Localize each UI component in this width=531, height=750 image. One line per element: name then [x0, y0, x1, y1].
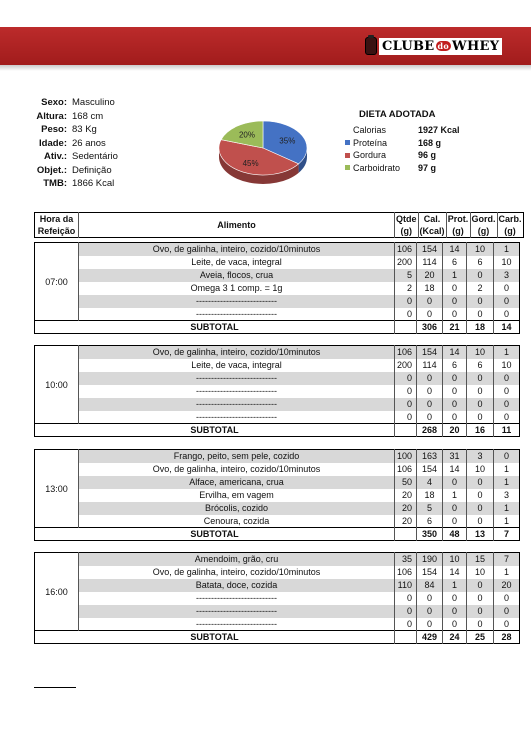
food-name: --------------------------- [79, 385, 395, 398]
food-value: 1 [494, 463, 520, 476]
food-value: 0 [417, 592, 443, 605]
food-value: 0 [443, 385, 467, 398]
food-value: 0 [395, 398, 417, 411]
meal-table [34, 449, 520, 541]
food-value: 6 [443, 256, 467, 269]
food-value: 1 [494, 566, 520, 579]
food-value: 0 [395, 592, 417, 605]
food-value: 0 [494, 592, 520, 605]
subtotal-value: 21 [443, 321, 467, 334]
subtotal-label: SUBTOTAL [35, 424, 395, 437]
food-value: 163 [417, 450, 443, 463]
food-value: 200 [395, 256, 417, 269]
table-row [35, 579, 520, 592]
profile-label: TMB: [43, 178, 67, 189]
food-value: 3 [494, 489, 520, 502]
food-value: 1 [494, 346, 520, 359]
subtotal-value: 28 [494, 631, 520, 644]
food-value: 1 [443, 579, 467, 592]
subtotal-row [35, 528, 520, 541]
diet-macro-row [345, 137, 460, 150]
food-value: 0 [395, 308, 417, 321]
food-value: 0 [417, 618, 443, 631]
food-value: 14 [443, 463, 467, 476]
food-value: 0 [417, 308, 443, 321]
food-value: 2 [395, 282, 417, 295]
whey-can-icon [365, 37, 377, 55]
table-row [35, 398, 520, 411]
header-food: Alimento [79, 213, 395, 238]
food-name: Amendoim, grão, cru [79, 553, 395, 566]
pie-label: 20% [238, 130, 255, 140]
header-cal: Cal. (Kcal) [419, 214, 445, 236]
food-value: 1 [494, 515, 520, 528]
food-name: Frango, peito, sem pele, cozido [79, 450, 395, 463]
diet-calories-row [345, 124, 460, 137]
subtotal-value: 429 [417, 631, 443, 644]
table-row [35, 372, 520, 385]
subtotal-value: 13 [467, 528, 494, 541]
subtotal-value: 25 [467, 631, 494, 644]
food-value: 154 [417, 566, 443, 579]
food-value: 0 [417, 411, 443, 424]
food-value: 100 [395, 450, 417, 463]
table-row [35, 385, 520, 398]
meal-time: 10:00 [35, 346, 79, 424]
profile-value: 83 Kg [72, 124, 97, 135]
food-value: 0 [467, 476, 494, 489]
food-value: 15 [467, 553, 494, 566]
food-value: 35 [395, 553, 417, 566]
food-value: 106 [395, 243, 417, 256]
food-value: 0 [443, 295, 467, 308]
pie-label: 35% [279, 136, 296, 146]
food-value: 20 [494, 579, 520, 592]
food-value: 18 [417, 282, 443, 295]
profile-label: Ativ.: [43, 151, 67, 162]
food-name: Ervilha, em vagem [79, 489, 395, 502]
food-value: 0 [417, 385, 443, 398]
table-row [35, 489, 520, 502]
table-row [35, 243, 520, 256]
meal-time: 16:00 [35, 553, 79, 631]
food-value: 190 [417, 553, 443, 566]
diet-title: DIETA ADOTADA [359, 109, 436, 120]
subtotal-value: 11 [494, 424, 520, 437]
food-name: Brócolis, cozido [79, 502, 395, 515]
food-value: 10 [494, 359, 520, 372]
food-value: 200 [395, 359, 417, 372]
food-name: Ovo, de galinha, inteiro, cozido/10minutos [79, 566, 395, 579]
food-value: 0 [443, 398, 467, 411]
food-value: 0 [443, 515, 467, 528]
food-name: --------------------------- [79, 372, 395, 385]
subtotal-blank [395, 424, 417, 437]
food-value: 114 [417, 256, 443, 269]
subtotal-value: 24 [443, 631, 467, 644]
profile-row [18, 178, 118, 192]
food-name: --------------------------- [79, 308, 395, 321]
food-value: 106 [395, 346, 417, 359]
food-value: 0 [467, 605, 494, 618]
profile-value: Definição [72, 164, 112, 176]
subtotal-value: 14 [494, 321, 520, 334]
food-value: 20 [395, 502, 417, 515]
subtotal-value: 306 [417, 321, 443, 334]
food-value: 0 [417, 605, 443, 618]
subtotal-value: 16 [467, 424, 494, 437]
food-value: 50 [395, 476, 417, 489]
food-value: 106 [395, 566, 417, 579]
food-name: Alface, americana, crua [79, 476, 395, 489]
food-value: 18 [417, 489, 443, 502]
food-value: 0 [395, 385, 417, 398]
logo-text-do: do [437, 41, 450, 51]
food-value: 10 [467, 566, 494, 579]
subtotal-label: SUBTOTAL [35, 321, 395, 334]
profile-label: Objet.: [36, 164, 67, 176]
food-name: --------------------------- [79, 618, 395, 631]
food-value: 0 [467, 295, 494, 308]
table-row [35, 295, 520, 308]
macro-pie-chart [216, 117, 310, 191]
food-value: 6 [467, 359, 494, 372]
food-value: 0 [494, 450, 520, 463]
food-name: Aveia, flocos, crua [79, 269, 395, 282]
food-value: 0 [467, 502, 494, 515]
food-value: 0 [443, 282, 467, 295]
food-value: 0 [443, 502, 467, 515]
subtotal-value: 350 [417, 528, 443, 541]
profile-row [18, 111, 118, 125]
table-row [35, 256, 520, 269]
meal-table [34, 242, 520, 334]
food-name: Leite, de vaca, integral [79, 256, 395, 269]
food-value: 14 [443, 566, 467, 579]
subtotal-value: 7 [494, 528, 520, 541]
food-value: 0 [494, 372, 520, 385]
food-name: --------------------------- [79, 411, 395, 424]
table-row [35, 592, 520, 605]
subtotal-label: SUBTOTAL [35, 631, 395, 644]
food-value: 0 [467, 398, 494, 411]
food-value: 0 [443, 605, 467, 618]
food-value: 4 [417, 476, 443, 489]
diet-macro-label: Proteína [353, 137, 388, 148]
food-value: 14 [443, 243, 467, 256]
food-value: 0 [443, 411, 467, 424]
food-value: 0 [494, 295, 520, 308]
food-value: 0 [494, 308, 520, 321]
header-carb: Carb. (g) [498, 214, 522, 236]
diet-summary [345, 109, 460, 174]
food-value: 6 [443, 359, 467, 372]
diet-macro-row [345, 149, 460, 162]
brand-logo [365, 37, 502, 55]
profile-label: Idade: [39, 137, 67, 149]
table-row [35, 553, 520, 566]
meal-table [34, 345, 520, 437]
profile-value: 1866 Kcal [72, 178, 115, 189]
logo-text-pre: CLUBE [382, 38, 435, 54]
subtotal-value: 18 [467, 321, 494, 334]
food-value: 1 [443, 489, 467, 502]
food-value: 0 [417, 295, 443, 308]
diet-calories-label: Calorias [353, 125, 387, 136]
profile-label: Altura: [36, 110, 67, 122]
food-value: 3 [467, 450, 494, 463]
food-value: 154 [417, 346, 443, 359]
food-name: --------------------------- [79, 398, 395, 411]
table-row [35, 566, 520, 579]
food-value: 0 [494, 605, 520, 618]
food-value: 0 [443, 618, 467, 631]
food-value: 0 [395, 411, 417, 424]
profile-row [18, 124, 118, 138]
table-row [35, 450, 520, 463]
food-value: 31 [443, 450, 467, 463]
profile-label: Sexo: [41, 97, 67, 108]
food-value: 154 [417, 243, 443, 256]
legend-swatch [345, 140, 350, 145]
food-value: 110 [395, 579, 417, 592]
food-value: 3 [494, 269, 520, 282]
table-row [35, 618, 520, 631]
subtotal-blank [395, 528, 417, 541]
diet-macro-value: 168 g [418, 137, 442, 148]
header-prot: Prot. (g) [447, 214, 469, 236]
food-value: 10 [494, 256, 520, 269]
food-value: 154 [417, 463, 443, 476]
table-row [35, 346, 520, 359]
food-value: 1 [443, 269, 467, 282]
food-value: 0 [494, 385, 520, 398]
food-value: 2 [467, 282, 494, 295]
table-row [35, 515, 520, 528]
food-value: 0 [467, 515, 494, 528]
food-value: 0 [443, 476, 467, 489]
subtotal-row [35, 424, 520, 437]
food-value: 0 [467, 592, 494, 605]
food-value: 1 [494, 476, 520, 489]
food-value: 0 [417, 372, 443, 385]
food-name: Cenoura, cozida [79, 515, 395, 528]
profile-value: Sedentário [72, 151, 118, 162]
food-value: 0 [467, 411, 494, 424]
subtotal-row [35, 631, 520, 644]
food-value: 0 [467, 618, 494, 631]
food-value: 0 [443, 372, 467, 385]
food-value: 0 [494, 398, 520, 411]
legend-swatch [345, 165, 350, 170]
food-value: 6 [467, 256, 494, 269]
pie-label: 45% [242, 158, 259, 168]
profile-row [18, 138, 118, 152]
food-name: --------------------------- [79, 295, 395, 308]
table-row [35, 269, 520, 282]
table-row [35, 282, 520, 295]
food-value: 0 [395, 618, 417, 631]
subtotal-blank [395, 321, 417, 334]
food-value: 10 [467, 346, 494, 359]
profile-row [18, 97, 118, 111]
subtotal-value: 20 [443, 424, 467, 437]
header-qty: Qtde (g) [396, 214, 417, 236]
diet-macro-value: 96 g [418, 150, 437, 161]
food-value: 0 [467, 385, 494, 398]
food-name: Omega 3 1 comp. = 1g [79, 282, 395, 295]
food-value: 5 [417, 502, 443, 515]
subtotal-row [35, 321, 520, 334]
subtotal-value: 48 [443, 528, 467, 541]
food-value: 14 [443, 346, 467, 359]
food-value: 0 [494, 411, 520, 424]
footnote-line [34, 687, 76, 688]
profile-row [18, 151, 118, 165]
table-row [35, 359, 520, 372]
food-value: 6 [417, 515, 443, 528]
table-row [35, 411, 520, 424]
profile-value: 168 cm [72, 110, 104, 122]
food-value: 10 [467, 463, 494, 476]
table-row [35, 502, 520, 515]
food-value: 20 [395, 489, 417, 502]
subtotal-value: 268 [417, 424, 443, 437]
legend-swatch [345, 153, 350, 158]
food-value: 7 [494, 553, 520, 566]
food-name: --------------------------- [79, 592, 395, 605]
food-name: Leite, de vaca, integral [79, 359, 395, 372]
food-name: Batata, doce, cozida [79, 579, 395, 592]
food-value: 0 [494, 618, 520, 631]
food-value: 0 [494, 282, 520, 295]
food-value: 0 [467, 489, 494, 502]
food-value: 0 [395, 295, 417, 308]
food-value: 20 [417, 269, 443, 282]
diet-macro-row [345, 162, 460, 175]
food-value: 20 [395, 515, 417, 528]
diet-macro-label: Gordura [353, 150, 387, 161]
header-shadow [0, 65, 531, 71]
food-value: 106 [395, 463, 417, 476]
meal-table [34, 552, 520, 644]
food-name: --------------------------- [79, 605, 395, 618]
profile-label: Peso: [41, 124, 67, 135]
food-value: 0 [467, 269, 494, 282]
table-row [35, 605, 520, 618]
table-row [35, 308, 520, 321]
profile-value: Masculino [72, 97, 115, 108]
food-value: 10 [467, 243, 494, 256]
subtotal-blank [395, 631, 417, 644]
food-value: 0 [467, 308, 494, 321]
food-name: Ovo, de galinha, inteiro, cozido/10minutos [79, 243, 395, 256]
food-value: 0 [417, 398, 443, 411]
food-value: 1 [494, 502, 520, 515]
food-value: 1 [494, 243, 520, 256]
diet-macro-label: Carboidrato [353, 162, 401, 173]
food-name: Ovo, de galinha, inteiro, cozido/10minutos [79, 463, 395, 476]
food-value: 0 [395, 605, 417, 618]
table-row [35, 463, 520, 476]
food-value: 5 [395, 269, 417, 282]
diet-macro-value: 97 g [418, 162, 437, 173]
subtotal-label: SUBTOTAL [35, 528, 395, 541]
profile-row [18, 165, 118, 179]
food-value: 0 [395, 372, 417, 385]
food-value: 0 [443, 592, 467, 605]
food-value: 84 [417, 579, 443, 592]
header-time: Hora da Refeição [37, 214, 76, 236]
food-value: 114 [417, 359, 443, 372]
logo-text-post: WHEY [452, 38, 500, 54]
food-value: 10 [443, 553, 467, 566]
food-name: Ovo, de galinha, inteiro, cozido/10minutos [79, 346, 395, 359]
profile-value: 26 anos [72, 137, 106, 149]
table-row [35, 476, 520, 489]
diet-calories-value: 1927 Kcal [418, 125, 460, 136]
food-value: 0 [467, 372, 494, 385]
table-header [34, 212, 524, 238]
food-value: 0 [467, 579, 494, 592]
header-fat: Gord. (g) [471, 214, 496, 236]
meal-time: 07:00 [35, 243, 79, 321]
profile-info [18, 97, 118, 192]
food-value: 0 [443, 308, 467, 321]
meal-time: 13:00 [35, 450, 79, 528]
